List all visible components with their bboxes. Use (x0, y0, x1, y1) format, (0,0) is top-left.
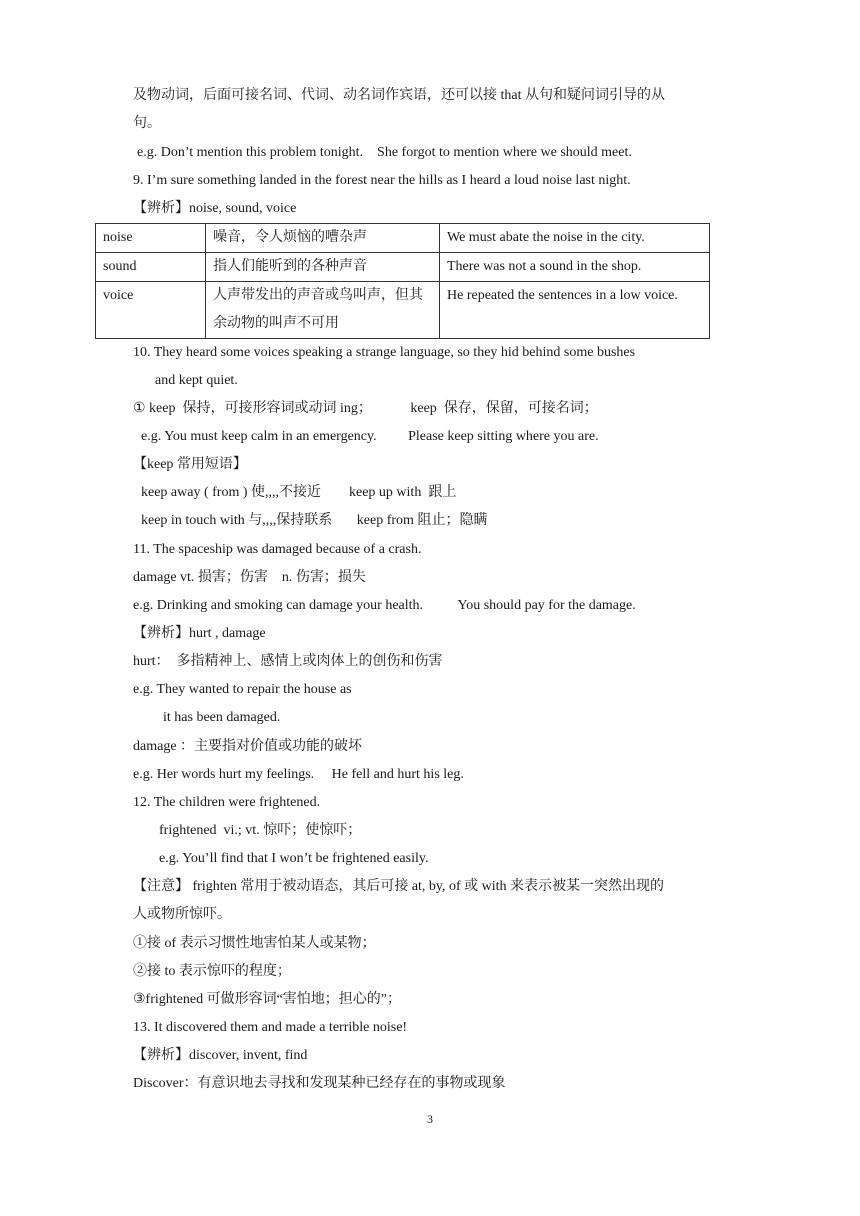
table-cell-example: We must abate the noise in the city. (440, 224, 710, 253)
sentence-heading: 11. The spaceship was damaged because of a crash. (133, 542, 422, 557)
sentence-heading: 12. The children were frightened. (133, 795, 321, 810)
text-line: damage ：主要指对价值或功能的破坏 (133, 739, 363, 754)
table-cell-word: noise (96, 224, 206, 253)
sentence-heading: 10. They heard some voices speaking a strange language, so they hid behind some bushes (133, 345, 636, 360)
table-cell-word: sound (96, 253, 206, 282)
example-line: e.g. They wanted to repair the house as (133, 682, 352, 697)
example-line: e.g. Drinking and smoking can damage your health. You should pay for the damage. (133, 598, 636, 613)
text-line: Discover：有意识地去寻找和发现某种已经存在的事物或现象 (133, 1076, 506, 1091)
table-row (96, 253, 710, 282)
table-row (96, 224, 710, 253)
table-cell-word: voice (96, 282, 206, 339)
table-cell-meaning: 噪音，令人烦恼的嘈杂声 (206, 224, 440, 253)
analysis-heading: 【辨析】noise, sound, voice (133, 201, 297, 216)
example-line: e.g. You’ll find that I won’t be frightened easily. (159, 851, 429, 866)
table-row (96, 282, 710, 339)
phrases-heading: 【keep 常用短语】 (133, 457, 247, 472)
text-line: keep away ( from ) 使,,,,不接近 keep up with 跟上 (141, 485, 457, 500)
text-line: ①接 of 表示习惯性地害怕某人或某物； (133, 936, 376, 951)
example-line: e.g. You must keep calm in an emergency. Please keep sitting where you are. (141, 429, 599, 444)
table-cell-example: He repeated the sentences in a low voice. (440, 282, 710, 339)
text-line: hurt： 多指精神上、感情上或肉体上的创伤和伤害 (133, 654, 443, 669)
text-line: 句。 (133, 116, 161, 131)
text-line: 及物动词，后面可接名词、代词、动名词作宾语，还可以接 that 从句和疑问词引导的从 (133, 88, 665, 103)
example-line: e.g. Don’t mention this problem tonight. She forgot to mention where we should meet. (137, 145, 632, 160)
text-line: 人或物所惊吓。 (133, 907, 231, 922)
table-cell-meaning: 指人们能听到的各种声音 (206, 253, 440, 282)
text-line: ③frightened 可做形容词“害怕地；担心的”； (133, 992, 402, 1007)
table-cell-meaning: 人声带发出的声音或鸟叫声，但其余动物的叫声不可用 (206, 282, 440, 339)
example-line: e.g. Her words hurt my feelings. He fell and hurt his leg. (133, 767, 464, 782)
text-line: frightened vi.; vt. 惊吓；使惊吓； (159, 823, 362, 838)
text-line: ① keep 保持，可接形容词或动词 ing； keep 保存，保留，可接名词； (133, 401, 598, 416)
sentence-heading: 9. I’m sure something landed in the forest near the hills as I heard a loud noise last night. (133, 173, 631, 188)
analysis-heading: 【辨析】discover, invent, find (133, 1048, 308, 1063)
note-heading: 【注意】 frighten 常用于被动语态，其后可接 at, by, of 或 with 来表示被某一突然出现的 (133, 879, 665, 894)
analysis-heading: 【辨析】hurt , damage (133, 626, 266, 641)
text-line: damage vt. 损害；伤害 n. 伤害；损失 (133, 570, 366, 585)
example-line: it has been damaged. (163, 710, 281, 725)
sentence-heading: 13. It discovered them and made a terrible noise! (133, 1020, 408, 1035)
table-cell-example: There was not a sound in the shop. (440, 253, 710, 282)
text-line: and kept quiet. (155, 373, 238, 388)
text-line: keep in touch with 与,,,,保持联系 keep from 阻止；隐瞒 (141, 513, 488, 528)
page-number: 3 (427, 1112, 433, 1126)
comparison-table (95, 223, 710, 339)
text-line: ②接 to 表示惊吓的程度； (133, 964, 291, 979)
